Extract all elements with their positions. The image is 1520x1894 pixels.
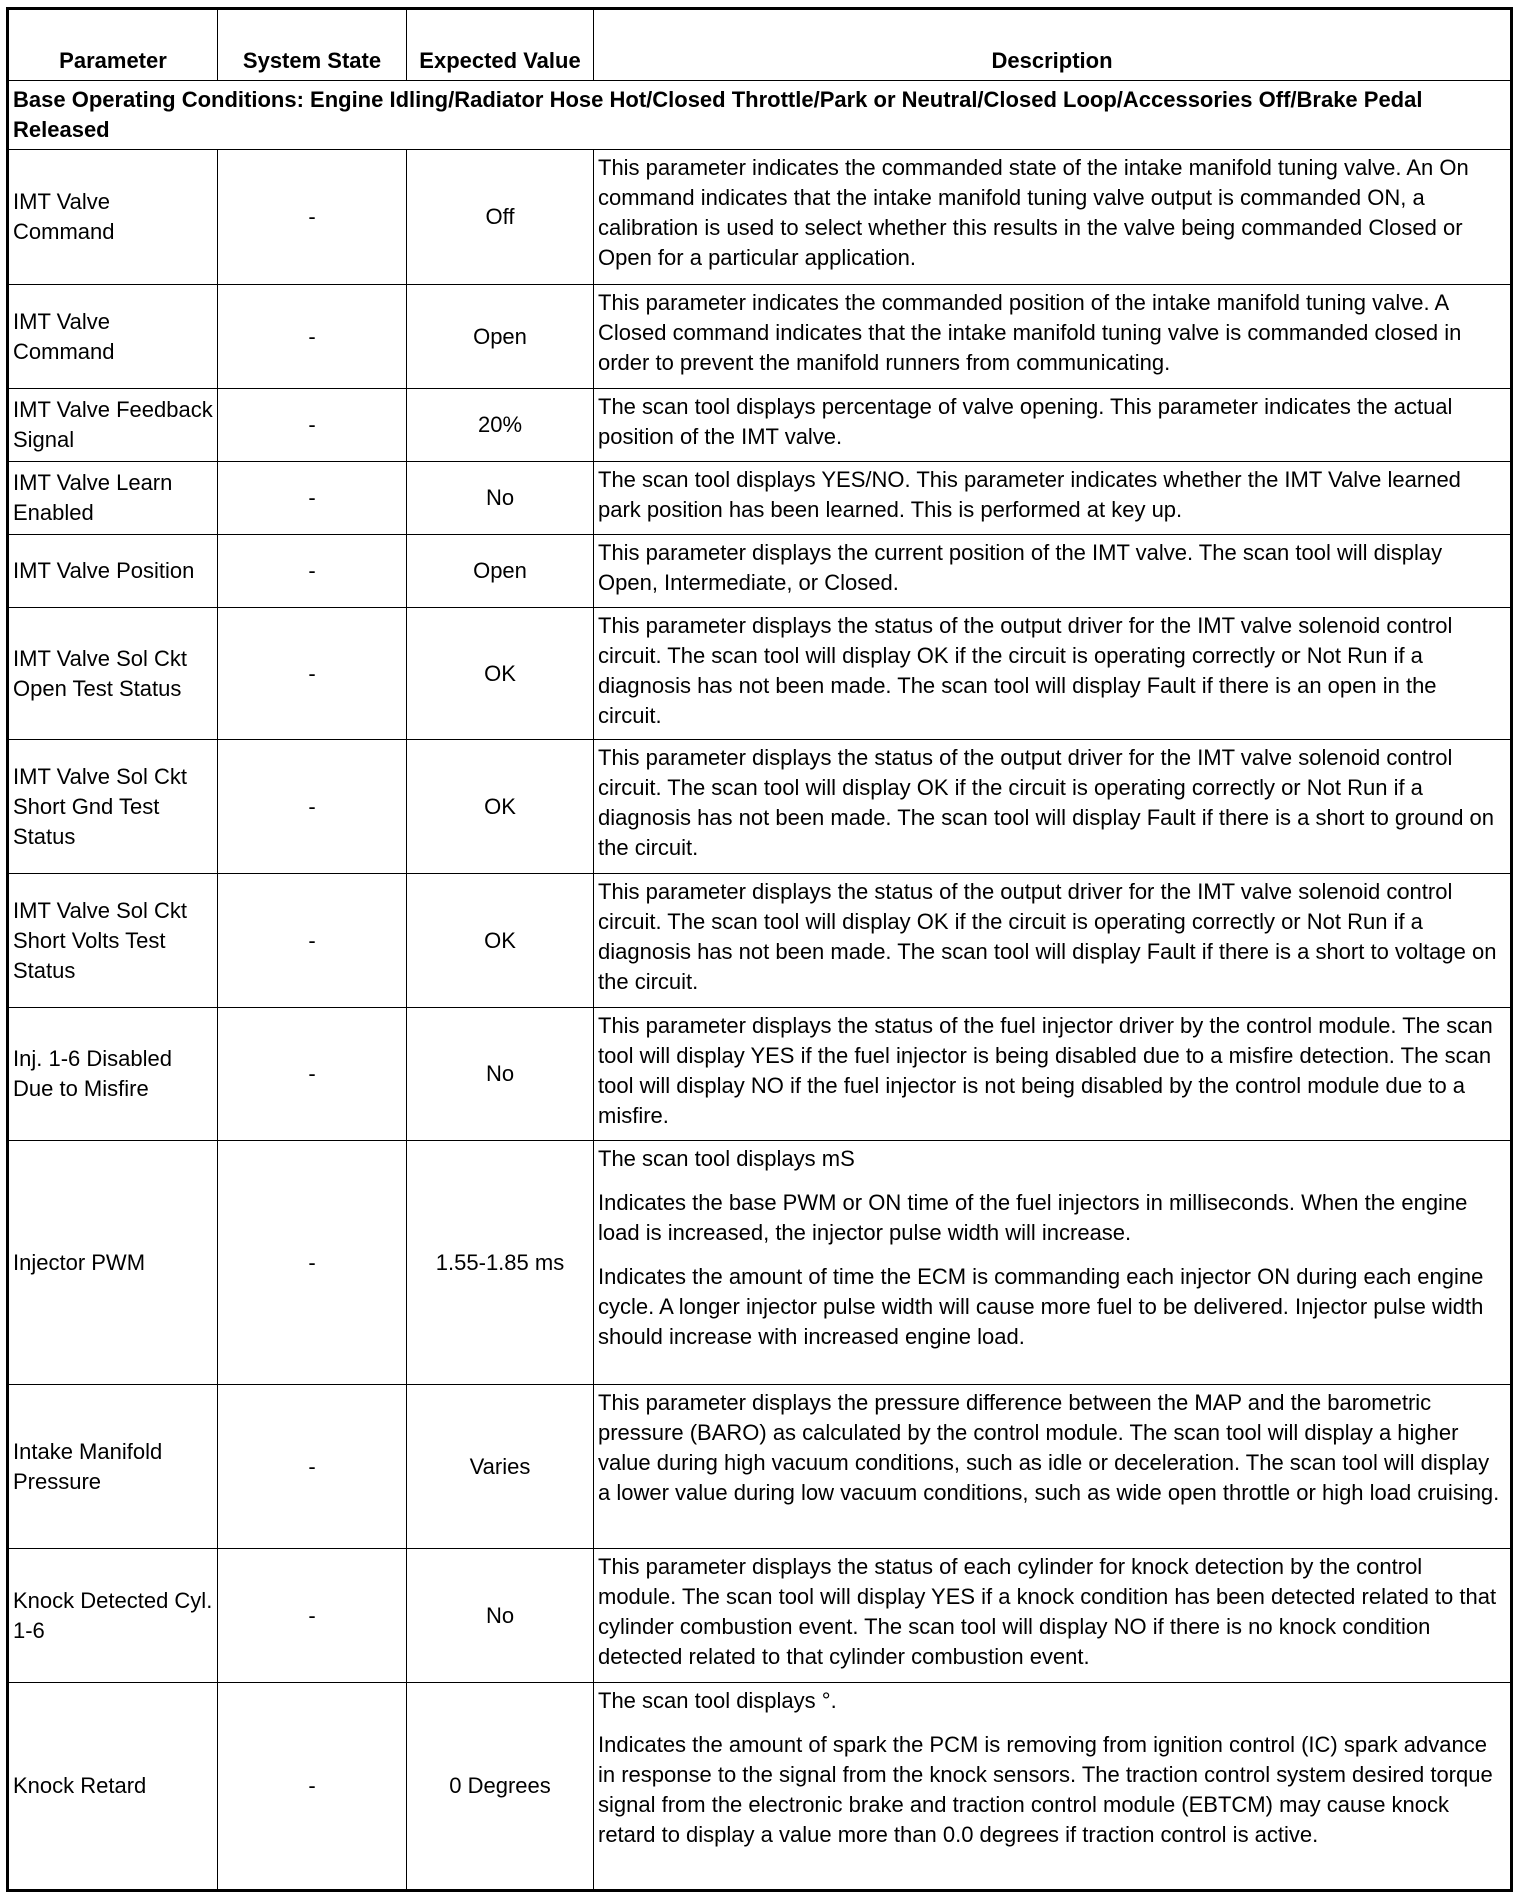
description-cell: [594, 150, 1512, 285]
expected-value-cell: No: [407, 462, 594, 535]
table-row: [8, 1549, 1512, 1683]
expected-value-cell: OK: [407, 874, 594, 1008]
expected-value-cell: 0 Degrees: [407, 1683, 594, 1891]
parameter-cell: IMT Valve Command: [8, 285, 218, 389]
parameter-cell: Injector PWM: [8, 1141, 218, 1385]
system-state-cell: -: [218, 1549, 407, 1683]
description-paragraph: This parameter displays the current position of the IMT valve. The scan tool will display Open, Intermediate, or Closed.: [598, 540, 1443, 595]
header-expected-value: Expected Value: [407, 9, 594, 81]
description-paragraph: The scan tool displays mS: [598, 1146, 855, 1171]
description-cell: [594, 1549, 1512, 1683]
parameter-cell: IMT Valve Sol Ckt Short Gnd Test Status: [8, 740, 218, 874]
description-cell: [594, 608, 1512, 740]
table-row: [8, 1385, 1512, 1549]
expected-value-cell: 1.55-1.85 ms: [407, 1141, 594, 1385]
description-cell: [594, 874, 1512, 1008]
table-row: [8, 1008, 1512, 1141]
description-paragraph: Indicates the amount of time the ECM is commanding each injector ON during each engine cycle. A longer injector pulse width will cause more fuel to be delivered. Injector pulse width should increase with increased engine load.: [598, 1264, 1484, 1349]
description-paragraph: The scan tool displays percentage of valve opening. This parameter indicates the actual position of the IMT valve.: [598, 394, 1453, 449]
description-cell: [594, 535, 1512, 608]
description-paragraph: Indicates the amount of spark the PCM is removing from ignition control (IC) spark advance in response to the signal from the knock sensors. The traction control system desired torque signal from the electronic brake and traction control module (EBTCM) may cause knock retard to display a value more than 0.0 degrees if traction control is active.: [598, 1732, 1493, 1847]
description-paragraph: This parameter displays the pressure difference between the MAP and the barometric pressure (BARO) as calculated by the control module. The scan tool will display a higher value during high vacuum conditions, such as idle or deceleration. The scan tool will display a lower value during low vacuum conditions, such as wide open throttle or high load cruising.: [598, 1390, 1500, 1505]
description-cell: [594, 740, 1512, 874]
description-paragraph: This parameter displays the status of the output driver for the IMT valve solenoid control circuit. The scan tool will display OK if the circuit is operating correctly or Not Run if a diagnosis has not been made. The scan tool will display Fault if there is an open in the circuit.: [598, 613, 1453, 728]
description-cell: [594, 1008, 1512, 1141]
table-row: [8, 874, 1512, 1008]
expected-value-cell: Open: [407, 285, 594, 389]
expected-value-cell: Open: [407, 535, 594, 608]
system-state-cell: -: [218, 1683, 407, 1891]
expected-value-cell: Varies: [407, 1385, 594, 1549]
header-system-state: System State: [218, 9, 407, 81]
parameter-table: [6, 7, 1513, 1892]
table-row: [8, 608, 1512, 740]
parameter-cell: IMT Valve Learn Enabled: [8, 462, 218, 535]
system-state-cell: -: [218, 1008, 407, 1141]
description-paragraph: This parameter indicates the commanded state of the intake manifold tuning valve. An On command indicates that the intake manifold tuning valve output is commanded ON, a calibration is used to select whether this results in the valve being commanded Closed or Open for a particular application.: [598, 155, 1469, 270]
parameter-cell: Knock Detected Cyl. 1-6: [8, 1549, 218, 1683]
expected-value-cell: Off: [407, 150, 594, 285]
conditions-row: [8, 81, 1512, 150]
system-state-cell: -: [218, 462, 407, 535]
system-state-cell: -: [218, 389, 407, 462]
description-paragraph: Indicates the base PWM or ON time of the fuel injectors in milliseconds. When the engine load is increased, the injector pulse width will increase.: [598, 1190, 1468, 1245]
table-row: [8, 1683, 1512, 1891]
base-operating-conditions: Base Operating Conditions: Engine Idling/Radiator Hose Hot/Closed Throttle/Park or Neutral/Closed Loop/Accessories Off/Brake Pedal Released: [8, 81, 1512, 150]
system-state-cell: -: [218, 150, 407, 285]
system-state-cell: -: [218, 874, 407, 1008]
table-row: [8, 462, 1512, 535]
parameter-cell: IMT Valve Sol Ckt Short Volts Test Status: [8, 874, 218, 1008]
table-row: [8, 389, 1512, 462]
description-cell: [594, 285, 1512, 389]
parameter-cell: Knock Retard: [8, 1683, 218, 1891]
system-state-cell: -: [218, 1141, 407, 1385]
header-description: Description: [594, 9, 1512, 81]
description-paragraph: The scan tool displays °.: [598, 1688, 837, 1713]
parameter-cell: IMT Valve Sol Ckt Open Test Status: [8, 608, 218, 740]
parameter-cell: Inj. 1-6 Disabled Due to Misfire: [8, 1008, 218, 1141]
description-paragraph: The scan tool displays YES/NO. This parameter indicates whether the IMT Valve learned park position has been learned. This is performed at key up.: [598, 467, 1461, 522]
system-state-cell: -: [218, 608, 407, 740]
description-cell: [594, 1683, 1512, 1891]
table-row: [8, 150, 1512, 285]
system-state-cell: -: [218, 285, 407, 389]
system-state-cell: -: [218, 535, 407, 608]
description-paragraph: This parameter indicates the commanded position of the intake manifold tuning valve. A Closed command indicates that the intake manifold tuning valve is commanded closed in order to prevent the manifold runners from communicating.: [598, 290, 1462, 375]
expected-value-cell: OK: [407, 608, 594, 740]
expected-value-cell: OK: [407, 740, 594, 874]
header-parameter: Parameter: [8, 9, 218, 81]
expected-value-cell: No: [407, 1008, 594, 1141]
description-paragraph: This parameter displays the status of the fuel injector driver by the control module. The scan tool will display YES if the fuel injector is being disabled due to a misfire detection. The scan tool will display NO if the fuel injector is not being disabled by the control module due to a misfire.: [598, 1013, 1493, 1128]
system-state-cell: -: [218, 1385, 407, 1549]
description-paragraph: This parameter displays the status of each cylinder for knock detection by the control module. The scan tool will display YES if a knock condition has been detected related to that cylinder combustion event. The scan tool will display NO if there is no knock condition detected related to that cylinder combustion event.: [598, 1554, 1497, 1669]
table-row: [8, 740, 1512, 874]
parameter-cell: IMT Valve Command: [8, 150, 218, 285]
description-cell: [594, 1141, 1512, 1385]
description-paragraph: This parameter displays the status of the output driver for the IMT valve solenoid control circuit. The scan tool will display OK if the circuit is operating correctly or Not Run if a diagnosis has not been made. The scan tool will display Fault if there is a short to voltage on the circuit.: [598, 879, 1497, 994]
parameter-cell: IMT Valve Feedback Signal: [8, 389, 218, 462]
system-state-cell: -: [218, 740, 407, 874]
header-row: [8, 9, 1512, 81]
parameter-cell: IMT Valve Position: [8, 535, 218, 608]
table-row: [8, 285, 1512, 389]
description-cell: [594, 389, 1512, 462]
description-paragraph: This parameter displays the status of the output driver for the IMT valve solenoid control circuit. The scan tool will display OK if the circuit is operating correctly or Not Run if a diagnosis has not been made. The scan tool will display Fault if there is a short to ground on the circuit.: [598, 745, 1495, 860]
table-row: [8, 1141, 1512, 1385]
description-cell: [594, 1385, 1512, 1549]
parameter-cell: Intake Manifold Pressure: [8, 1385, 218, 1549]
description-cell: [594, 462, 1512, 535]
expected-value-cell: 20%: [407, 389, 594, 462]
expected-value-cell: No: [407, 1549, 594, 1683]
table-row: [8, 535, 1512, 608]
